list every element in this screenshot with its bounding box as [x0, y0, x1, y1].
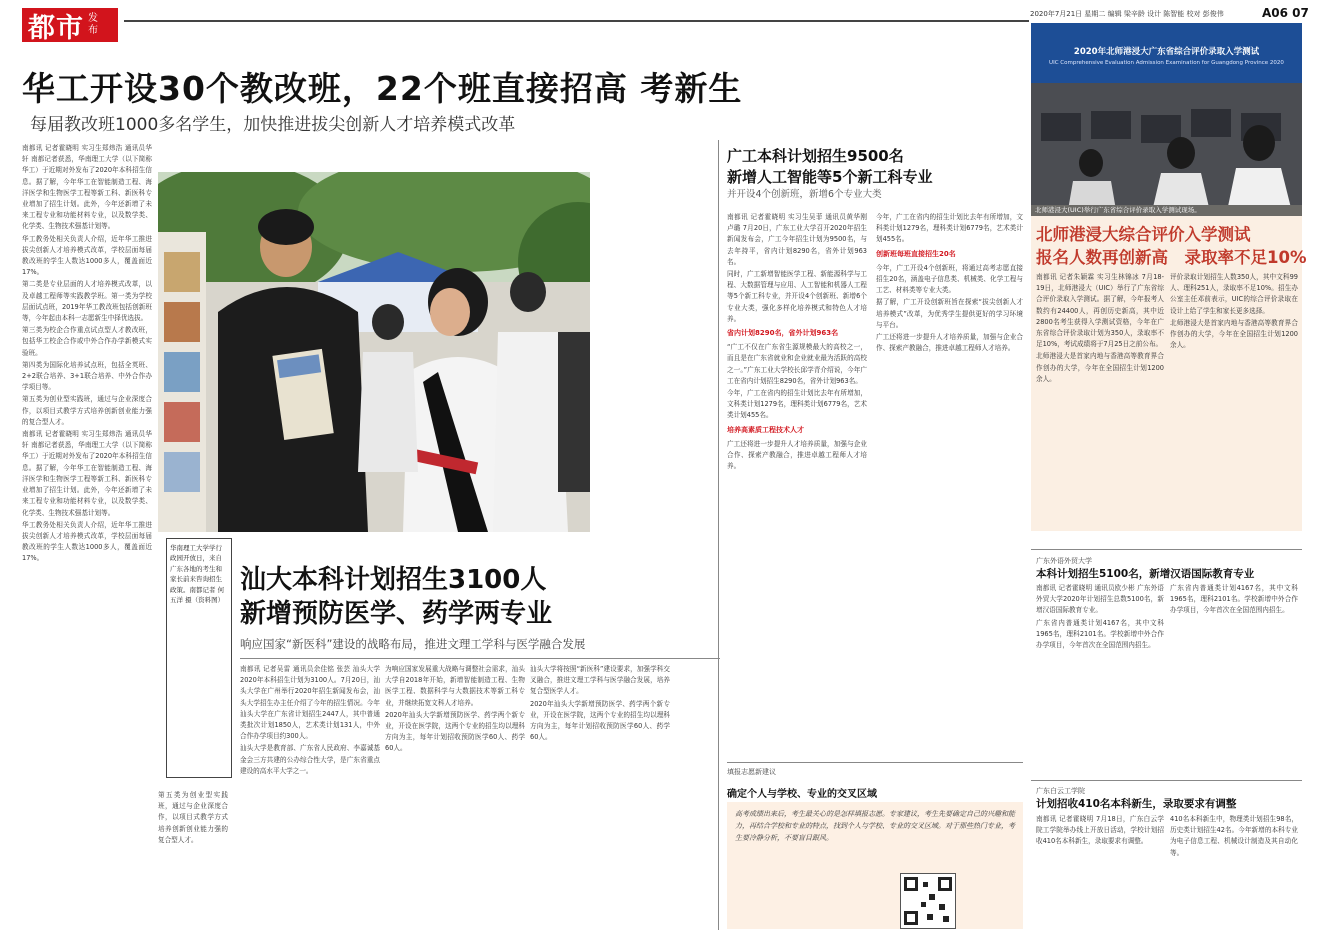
gk-body-col2 [876, 212, 1023, 762]
gk-body-col1 [727, 212, 867, 762]
gk-headline [727, 146, 932, 188]
main-photo [158, 172, 590, 532]
right-photo [1031, 23, 1302, 216]
fill-rule [727, 762, 1023, 763]
wai-body-col1 [1036, 583, 1164, 778]
stu-paragraph: 2020年汕头大学新增预防医学、药学两个新专业，开设在医学院，这两个专业的招生均以理科方向为主，每年计划招收预防医学60人、药学60人。 [530, 699, 670, 742]
uic-paragraph: 南都讯 记者朱颖霖 实习生林锦冰 7月18-19日，北师港浸大（UIC）举行了广东省综合评价录取入学测试。据了解，今年报考人数约有24400人，再创历史新高，其中近2800名考生获得入学测试资格，今年在广东省综合评价录取计划为350人，录取率不足10%，考试成绩将于7月25日之前公布。 [1036, 273, 1164, 349]
gk-headline-line1: 广工本科计划招生9500名 [727, 147, 904, 165]
wai-paragraph: 南都讯 记者霍晓明 通讯员欧少彬 广东外语外贸大学2020年计划招生总数5100名，新增汉语国际教育专业。 [1036, 584, 1164, 615]
stu-headline-line2: 新增预防医学、药学两专业 [240, 599, 553, 629]
wai-body-col2 [1170, 583, 1298, 778]
gk-paragraph: 今年，广工在省内的招生计划比去年有所增加，文科类计划1279名，理科类计划6779名，艺术类计划455名。 [727, 389, 867, 420]
stu-subhead: 响应国家“新医科”建设的战略布局，推进文理工学科与医学融合发展 [240, 637, 586, 651]
fill-headline: 确定个人与学校、专业的交叉区域 [727, 789, 877, 800]
section-logo [22, 8, 118, 42]
gk-paragraph: 广工还将进一步提升人才培养质量，加强与企业合作、探索产教融合，推进卓越工程师人才培养。 [876, 333, 1023, 353]
main-story-paragraph: 第二类是专业层面的人才培养模式改革，以及卓越工程师等实践教学班。第一类为学校层面试点班，2019年华工教改班包括创新班等，今年起由本科一志愿新生中择优选拔。 [22, 280, 152, 323]
uic-paragraph: 北师港浸大是首家内地与香港高等教育界合作创办的大学，今年在全国招生计划1200余人。 [1036, 352, 1164, 383]
gk-paragraph: 今年，广工在省内的招生计划比去年有所增加，文科类计划1279名，理科类计划6779名，艺术类计划455名。 [876, 213, 1023, 244]
uic-headline-line1: 北师港浸大综合评价入学测试 [1036, 225, 1251, 244]
gk-section-head: 创新班每班直接招生20名 [876, 249, 956, 258]
gk-section-head: 省内计划8290名，省外计划963名 [727, 329, 839, 338]
stu-body-col2 [385, 664, 525, 930]
uic-paragraph: 北师港浸大是首家内地与香港高等教育界合作创办的大学，今年在全国招生计划1200余人。 [1170, 318, 1298, 350]
uic-body-col1 [1036, 272, 1164, 527]
main-story-paragraph: 第三类为校企合作重点试点型人才教改班，包括华工校企合作或中外合作办学新模式实验班。 [22, 326, 152, 357]
ligong-tag: 广东白云工学院 [1036, 787, 1085, 795]
uic-headline-line2: 报名人数再创新高 录取率不足10% [1036, 248, 1307, 267]
wai-paragraph: 广东省内普通类计划4167名，其中文科1965名，理科2101名。学校新增中外合作办学项目，今年首次在全国范围内招生。 [1036, 618, 1164, 650]
stu-headline-line1: 汕大本科计划招生3100人 [240, 565, 547, 595]
gk-paragraph: 广工还将进一步提升人才培养质量，加强与企业合作、探索产教融合，推进卓越工程师人才培养。 [727, 439, 867, 471]
stu-body-col1 [240, 664, 380, 930]
photo-caption: 华南理工大学学行政园开放日，来自广东各地的考生和家长前来咨询招生政策。南都记者 何五洋 摄（资料图） [166, 538, 232, 778]
main-headline: 华工开设30个教改班，22个班直接招高 考新生 [22, 69, 743, 108]
ligong-body-col1 [1036, 814, 1164, 930]
fill-tag: 填报志愿新建议 [727, 768, 776, 776]
main-story-paragraph: 第五类为创业型实践班，通过与企业深度合作，以项目式教学方式培养创新创业能力强的复合型人才。 [22, 395, 152, 426]
ligong-rule [1031, 780, 1302, 781]
stu-headline [240, 563, 552, 631]
main-subhead: 每届教改班1000多名学生，加快推进拔尖创新人才培养模式改革 [30, 115, 516, 135]
wai-tag: 广东外语外贸大学 [1036, 557, 1092, 565]
right-photo-banner-en: UIC Comprehensive Evaluation Admission Examination for Guangdong Province 2020 [1049, 60, 1284, 66]
ligong-body-col2 [1170, 814, 1298, 930]
uic-headline [1036, 223, 1307, 269]
stu-paragraph: 汕头大学是教育部、广东省人民政府、李嘉诚基金会三方共建的公办综合性大学，是广东省重点建设的高水平大学之一。 [240, 744, 380, 775]
header-rule [124, 20, 1029, 22]
gk-headline-line2: 新增人工智能等5个新工科专业 [727, 168, 933, 186]
wai-paragraph: 广东省内普通类计划4167名，其中文科1965名，理科2101名。学校新增中外合作办学项目，今年首次在全国范围内招生。 [1170, 584, 1298, 615]
uic-body-col2 [1170, 272, 1298, 527]
right-photo-banner: 2020年北师港浸大广东省综合评价录取入学测试 [1073, 47, 1260, 57]
main-story-paragraph: 南都讯 记者霍晓明 实习生郑炜浩 通讯员华轩 南都记者获悉，华南理工大学（以下简称华工）于近期对外发布了2020年本科招生信息。据了解，今年华工在智能制造工程、海洋医学和生物医学工程等新工科、新医科专业增加了招生计划。此外，今年还新增了未来工程专业和功能材料专业，以及数学类、化学类、生物技术强基计划等。 [22, 430, 152, 517]
gk-paragraph: 南都讯 记者霍晓明 实习生吴菲 通讯员黄华刚 卢璐 7月20日，广东工业大学召开2020年招生新闻发布会，广工今年招生计划为9500名，与去年持平，省内计划8290名，省外计划963名。 [727, 213, 867, 266]
stu-paragraph: 南都讯 记者吴雷 通讯员余佳铭 张芸 汕头大学2020年本科招生计划为3100人。7月20日，汕头大学在广州举行2020年招生新闻发布会，汕头大学招生办主任介绍了今年的招生情况。今年汕头大学在广东省计划招生2447人，其中普通类批次计划1850人，艺术类计划131人，中外合作办学项目约300人。 [240, 665, 380, 741]
main-story-paragraph: 南都讯 记者霍晓明 实习生郑炜浩 通讯员华轩 南都记者获悉，华南理工大学（以下简称华工）于近期对外发布了2020年本科招生信息。据了解，今年华工在智能制造工程、海洋医学和生物医学工程等新工科、新医科专业增加了招生计划。此外，今年还新增了未来工程专业和功能材料专业，以及数学类、化学类、生物技术强基计划等。 [22, 144, 152, 231]
gk-paragraph: 今年，广工开设4个创新班，将通过高考志愿直接招生20名，涵盖电子信息类、机械类、化学工程与工艺、材料类等专业大类。 [876, 263, 1023, 295]
main-story-body [22, 143, 152, 928]
qr-pattern [901, 874, 955, 928]
ligong-paragraph: 南都讯 记者霍晓明 7月18日，广东白云学院工学院举办线上开放日活动，学校计划招收410名本科新生，录取要求有调整。 [1036, 815, 1164, 846]
main-story-paragraph: 华工教务处相关负责人介绍，近年华工推进拔尖创新人才培养模式改革，学校层面每届教改班的学生人数达1000多人，覆盖面近17%。 [22, 520, 152, 563]
stu-rule [240, 658, 720, 659]
column-divider [718, 140, 719, 930]
stu-body-col3 [530, 664, 670, 930]
dateline: 2020年7月21日 星期二 编辑 梁辛龄 设计 陈智能 校对 彭俊伟 [1030, 10, 1224, 18]
qr-code-icon [900, 873, 956, 929]
gk-paragraph: 据了解，广工开设创新班旨在探索“拔尖创新人才培养模式”改革，为优秀学生提供更好的学习环境与平台。 [876, 298, 1023, 329]
stu-paragraph: 汕头大学将按照“新医科”建设要求，加强学科交叉融合，推进文理工学科与医学融合发展，培养复合型医学人才。 [530, 665, 670, 696]
stu-paragraph: 2020年汕头大学新增预防医学、药学两个新专业，开设在医学院，这两个专业的招生均以理科方向为主，每年计划招收预防医学60人、药学60人。 [385, 710, 525, 753]
main-story-paragraph: 华工教务处相关负责人介绍，近年华工推进拔尖创新人才培养模式改革，学校层面每届教改班的学生人数达1000多人，覆盖面近17%。 [22, 234, 152, 277]
gk-subhead: 并开设4个创新班，新增6个专业大类 [727, 189, 882, 200]
fill-box [727, 802, 1023, 929]
gk-paragraph: 同时，广工新增智能医学工程、新能源科学与工程、大数据管理与应用、人工智能和机器人工程等5个新工科专业，并开设4个创新班、新增6个专业大类，强化多样化培养模式和特色人才培养。 [727, 270, 867, 323]
fill-paragraph: 高考成绩出来后，考生最关心的是怎样填报志愿。专家建议，考生先要确定自己的兴趣和能力，再结合学校和专业的特点，找到个人与学校、专业的交叉区域。对于那些热门专业，考生要冷静分析，不要盲目跟风。 [735, 810, 1015, 842]
page-number: A06 07 [1262, 6, 1309, 20]
ligong-headline: 计划招收410名本科新生，录取要求有调整 [1036, 798, 1237, 810]
main-photo-illustration [158, 172, 590, 532]
uic-paragraph: 评价录取计划招生人数350人，其中文科99人、理科251人，录取率不足10%。招生办公室主任邓前表示，UIC的综合评价录取在设计上给了学生和家长更多选择。 [1170, 273, 1298, 315]
gk-paragraph: “广工不仅在广东省生源规模最大的高校之一，而且是在广东省就业和企业就业最为活跃的高校之一。”广东工业大学校长邱学青介绍说，今年广工在省内计划招生8290名，省外计划963名。 [727, 343, 867, 385]
main-story-continued [158, 790, 228, 930]
wai-headline: 本科计划招生5100名，新增汉语国际教育专业 [1036, 568, 1255, 580]
stu-paragraph: 为响应国家发展重大战略与调整社会需求，汕头大学自2018年开始，新增智能制造工程、生物医学工程、数据科学与大数据技术等新工科专业，并继续拓宽文科人才培养。 [385, 665, 525, 707]
section-logo-main: 都市 [28, 12, 84, 44]
ligong-paragraph: 410名本科新生中，物理类计划招生98名，历史类计划招生42名。今年新增的本科专业为电子信息工程、机械设计制造及其自动化等。 [1170, 815, 1298, 857]
gk-section-head: 培养高素质工程技术人才 [727, 425, 804, 434]
right-photo-caption: 北师港浸大(UIC)举行广东省综合评价录取入学测试现场。 [1035, 206, 1201, 214]
section-logo-side: 发布 [88, 13, 98, 36]
main-story-paragraph: 第四类为国际化培养试点班，包括全英班、2+2联合培养、3+1联合培养、中外合作办学项目等。 [22, 360, 152, 392]
wai-rule [1031, 549, 1302, 550]
main-story-paragraph: 第五类为创业型实践班，通过与企业深度合作，以项目式教学方式培养创新创业能力强的复合型人才。 [158, 791, 228, 844]
